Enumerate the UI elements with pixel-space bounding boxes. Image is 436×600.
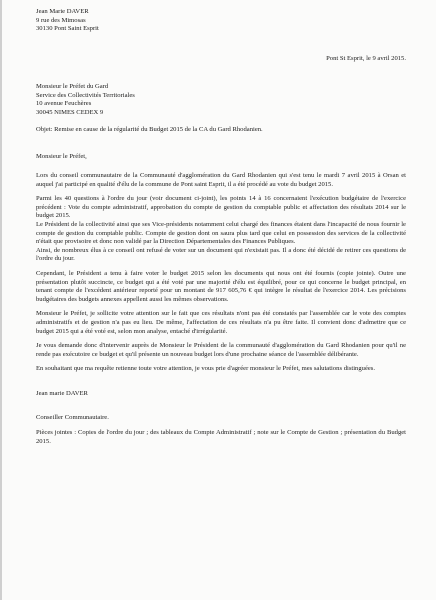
- paragraph-request: Je vous demande donc d'intervenir auprès de Monsieur le Président de la communauté d'agglomération du Gard Rhodanien pour qu'il ne rende pas exécutoire ce budget et qu'il présente un nouveau budget lors d'une prochaine séance de l'assemblée délibérante.: [36, 342, 406, 358]
- paragraph-closing: En souhaitant que ma requête retienne toute votre attention, je vous prie d'agréer monsieur le Préfet, mes salutations distinguées.: [36, 365, 376, 373]
- date-line: Pont St Esprit, le 9 avril 2015.: [326, 55, 406, 62]
- paragraph-budget: Cependant, le Président a tenu à faire voter le budget 2015 selon les documents qui nous ont été fournis (copie jointe). Outre une présentation plutôt succincte, ce budget qui a été voté par une majorité d'élu est équilibré, pour ce qui concerne le budget principal, en tenant compte de l'excédent antérieur reporté pour un montant de 917 605,76 € qui intègre le résultat de l'exercice 2014. Les précisions budgétaires des budgets annexes appellent aussi les mêmes observations.: [36, 269, 406, 303]
- letter-body: [36, 172, 406, 452]
- recipient-line-4: 30045 NIMES CEDEX 9: [36, 108, 104, 116]
- object-line: Objet: Remise en cause de la régularité du Budget 2015 de la CA du Gard Rhodanien.: [36, 126, 263, 133]
- greeting: Monsieur le Préfet,: [36, 153, 87, 160]
- signer-title: Conseiller Communautaire.: [36, 414, 109, 422]
- sender-city: 30130 Pont Saint Esprit: [36, 25, 99, 33]
- recipient-block: [36, 83, 135, 117]
- paragraph-refusal: Ainsi, de nombreux élus à ce conseil ont refusé de voter sur un document qui n'existait pas. Il a donc été décidé de retirer ces questions de l'ordre du jour.: [36, 246, 406, 263]
- paragraph-intro: Lors du conseil communautaire de la Communauté d'agglomération du Gard Rhodanien qui s'est tenu le mardi 7 avril 2015 à Orsan et auquel j'ai participé en qualité d'élu de la commune de Pont saint Esprit, il a été procédé au vote du budget 2015.: [36, 172, 406, 188]
- paragraph-agenda: Parmi les 40 questions à l'ordre du jour (voir document ci-joint), les points 14 à 16 concernaient l'exécution budgétaire de l'exercice précédent : Vote du compte administratif, approbation du compte de gestion du comptable public et affectation des résultats 2014 sur le budget 2015.: [36, 195, 406, 220]
- signature: Jean marie DAVER: [36, 389, 88, 397]
- recipient-line-2: Service des Collectivités Territoriales: [36, 91, 135, 99]
- sender-block: [36, 8, 99, 34]
- scan-edge: [0, 0, 2, 600]
- sender-street: 9 rue des Mimosas: [36, 16, 86, 24]
- recipient-line-3: 10 avenue Feuchères: [36, 100, 92, 108]
- paragraph-irregularity: Monsieur le Préfet, je sollicite votre attention sur le fait que ces résultats n'ont pas été constatés par l'assemblée car le vote des comptes administratifs et de gestion n'a pas eu lieu. De même, l'affectation de ces résultats n'a pu être faite. Il convient donc d'admettre que ce budget 2015 qui a été voté est, selon mon analyse, entaché d'irrégularité.: [36, 310, 406, 335]
- paragraph-president: Le Président de la collectivité ainsi que ses Vice-présidents notamment celui chargé des finances étaient dans l'incapacité de nous fournir le compte de gestion du comptable public. Compte de gestion dont on saura plus tard que celui en possession des services de la collectivité n'était que provisoire et donc non validé par la Direction Départementales des Finances Publiques.: [36, 220, 406, 246]
- sender-name: Jean Marie DAVER: [36, 8, 89, 15]
- attachments-note: Pièces jointes : Copies de l'ordre du jour ; des tableaux du Compte Administratif ; note sur le Compte de Gestion ; présentation du Budget 2015.: [36, 429, 406, 445]
- recipient-line-1: Monsieur le Préfet du Gard: [36, 83, 109, 90]
